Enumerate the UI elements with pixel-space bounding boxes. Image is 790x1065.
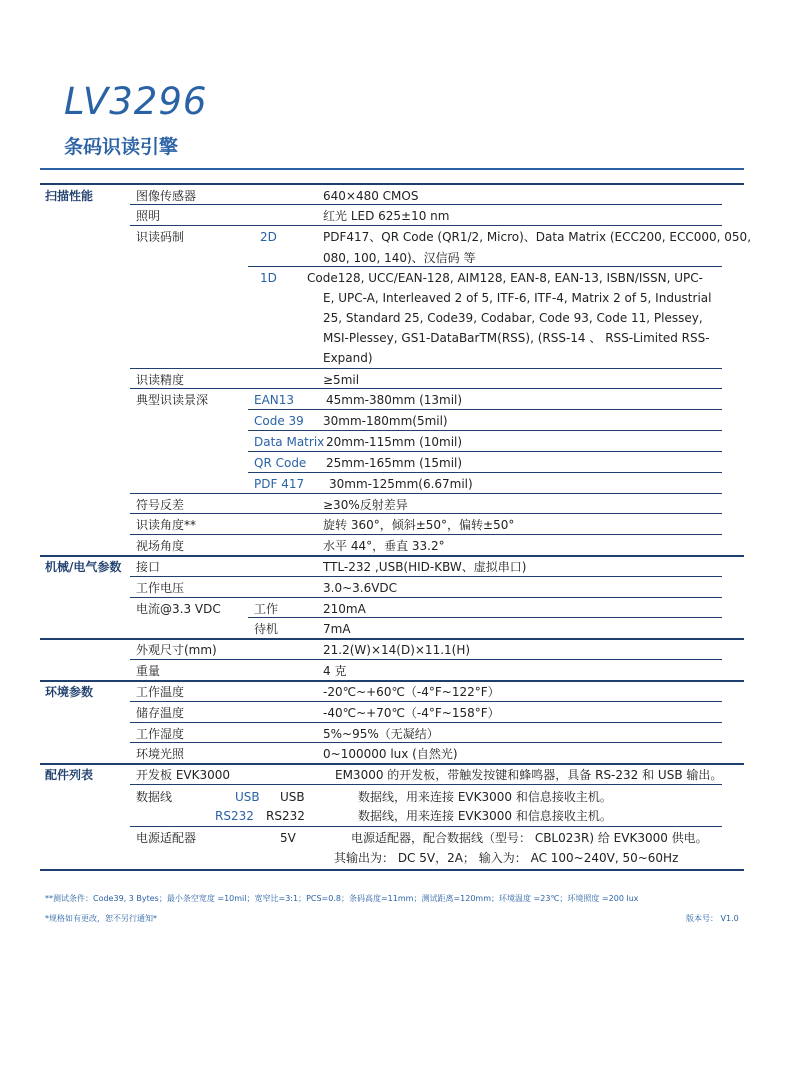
symbology-label: 识读码制	[136, 230, 185, 244]
row-divider	[130, 659, 722, 660]
dof-symbol: Data Matrix	[254, 435, 325, 449]
section-mech: 机械/电气参数	[45, 560, 122, 574]
symbology-2d-tag: 2D	[260, 230, 277, 244]
dof-range: 20mm-115mm (10mil)	[326, 435, 463, 449]
optemp-label: 工作温度	[136, 685, 185, 699]
devboard-label: 开发板 EVK3000	[136, 768, 231, 782]
fov-label: 视场角度	[136, 539, 185, 553]
row-divider	[130, 493, 722, 494]
light-value: 0~100000 lux (自然光)	[323, 747, 458, 761]
cable-usb-name: USB	[280, 790, 305, 804]
sttemp-label: 储存温度	[136, 706, 185, 720]
voltage-value: 3.0~3.6VDC	[323, 581, 398, 595]
cable-rs232-tag: RS232	[215, 809, 254, 823]
humidity-value: 5%~95%（无凝结）	[323, 727, 439, 741]
row-divider	[130, 513, 722, 514]
dof-range: 30mm-125mm(6.67mil)	[329, 477, 473, 491]
sensor-label: 图像传感器	[136, 189, 197, 203]
version-label: 版本号： V1.0	[686, 914, 739, 923]
section-acc: 配件列表	[45, 768, 94, 782]
precision-label: 识读精度	[136, 373, 185, 387]
angle-label: 识读角度**	[136, 518, 197, 532]
row-divider	[248, 430, 722, 431]
row-divider	[248, 409, 722, 410]
row-divider	[248, 472, 722, 473]
interface-label: 接口	[136, 560, 161, 574]
contrast-value: ≥30%反射差异	[323, 498, 408, 512]
table-top-border	[40, 183, 744, 185]
section-divider	[40, 638, 744, 640]
dof-symbol: QR Code	[254, 456, 307, 470]
cable-rs232-name: RS232	[266, 809, 305, 823]
row-divider	[130, 597, 722, 598]
power-spec: 5V	[280, 831, 296, 845]
voltage-label: 工作电压	[136, 581, 185, 595]
section-divider	[40, 763, 744, 765]
symbology-1d-line: Expand)	[323, 351, 373, 365]
row-divider	[130, 826, 722, 827]
dof-symbol: EAN13	[254, 393, 295, 407]
row-divider	[130, 701, 722, 702]
illum-value: 红光 LED 625±10 nm	[323, 209, 450, 223]
row-divider	[130, 742, 722, 743]
interface-value: TTL-232 ,USB(HID-KBW、虚拟串口)	[323, 560, 527, 574]
cable-usb-desc: 数据线，用来连接 EVK3000 和信息接收主机。	[358, 790, 612, 804]
devboard-value: EM3000 的开发板，带触发按键和蜂鸣器，具备 RS-232 和 USB 输出。	[335, 768, 723, 782]
dof-symbol: PDF 417	[254, 477, 305, 491]
row-divider	[248, 617, 722, 618]
sensor-value: 640×480 CMOS	[323, 189, 419, 203]
light-label: 环境光照	[136, 747, 185, 761]
row-divider	[130, 784, 722, 785]
cable-label: 数据线	[136, 790, 173, 804]
cable-rs232-desc: 数据线，用来连接 EVK3000 和信息接收主机。	[358, 809, 612, 823]
contrast-label: 符号反差	[136, 498, 185, 512]
row-divider	[130, 722, 722, 723]
illum-label: 照明	[136, 209, 161, 223]
power-io: 其输出为： DC 5V，2A； 输入为： AC 100~240V, 50~60Hz	[334, 851, 679, 865]
row-divider	[130, 368, 722, 369]
row-divider	[130, 576, 722, 577]
dof-symbol: Code 39	[254, 414, 304, 428]
humidity-label: 工作湿度	[136, 727, 185, 741]
footnote-disclaimer: *规格如有更改，恕不另行通知*	[45, 914, 157, 923]
current-idle-tag: 待机	[254, 622, 279, 636]
symbology-1d-line: 25, Standard 25, Code39, Codabar, Code 93, Code 11, Plessey,	[323, 311, 703, 325]
symbology-1d-line: MSI-Plessey, GS1-DataBarTM(RSS), (RSS-14 、 RSS-Limited RSS-	[323, 331, 710, 345]
current-work-value: 210mA	[323, 602, 366, 616]
symbology-2d-line: PDF417、QR Code (QR1/2, Micro)、Data Matrix (ECC200, ECC000, 050,	[323, 230, 752, 244]
fov-value: 水平 44°，垂直 33.2°	[323, 539, 445, 553]
section-scan: 扫描性能	[45, 189, 94, 203]
weight-value: 4 克	[323, 664, 347, 678]
sttemp-value: -40℃~+70℃（-4°F~158°F）	[323, 706, 500, 720]
footnote-test-conditions: **测试条件：Code39, 3 Bytes；最小条空宽度 =10mil；宽窄比=3:1；PCS=0.8；条码高度=11mm；测试距离=120mm；环境温度 =23℃；环境照度 =200 lux	[45, 894, 639, 903]
row-divider	[248, 451, 722, 452]
product-subtitle: 条码识读引擎	[64, 136, 179, 158]
row-divider	[248, 266, 722, 267]
precision-value: ≥5mil	[323, 373, 360, 387]
cable-usb-tag: USB	[235, 790, 260, 804]
angle-value: 旋转 360°，倾斜±50°，偏转±50°	[323, 518, 515, 532]
optemp-value: -20℃~+60℃（-4°F~122°F）	[323, 685, 500, 699]
current-work-tag: 工作	[254, 602, 279, 616]
dof-range: 45mm-380mm (13mil)	[326, 393, 463, 407]
product-title: LV3296	[64, 80, 208, 123]
section-divider	[40, 680, 744, 682]
row-divider	[130, 225, 722, 226]
table-bottom-border	[40, 869, 744, 871]
current-idle-value: 7mA	[323, 622, 351, 636]
current-label: 电流@3.3 VDC	[136, 602, 221, 616]
row-divider	[130, 534, 722, 535]
power-desc: 电源适配器，配合数据线（型号： CBL023R) 给 EVK3000 供电。	[351, 831, 708, 845]
symbology-1d-tag: 1D	[260, 271, 277, 285]
symbology-1d-line: E, UPC-A, Interleaved 2 of 5, ITF-6, ITF-4, Matrix 2 of 5, Industrial	[323, 291, 712, 305]
dof-range: 25mm-165mm (15mil)	[326, 456, 463, 470]
symbology-1d-line: Code128, UCC/EAN-128, AIM128, EAN-8, EAN-13, ISBN/ISSN, UPC-	[307, 271, 703, 285]
symbology-2d-line: 080, 100, 140)、汉信码 等	[323, 251, 476, 265]
section-env: 环境参数	[45, 685, 94, 699]
dof-range: 30mm-180mm(5mil)	[323, 414, 448, 428]
weight-label: 重量	[136, 664, 161, 678]
row-divider	[130, 204, 722, 205]
title-divider	[40, 168, 744, 170]
power-label: 电源适配器	[136, 831, 197, 845]
section-divider	[40, 555, 744, 557]
size-label: 外观尺寸(mm)	[136, 643, 217, 657]
dof-label: 典型识读景深	[136, 393, 209, 407]
size-value: 21.2(W)×14(D)×11.1(H)	[323, 643, 471, 657]
row-divider	[130, 388, 722, 389]
